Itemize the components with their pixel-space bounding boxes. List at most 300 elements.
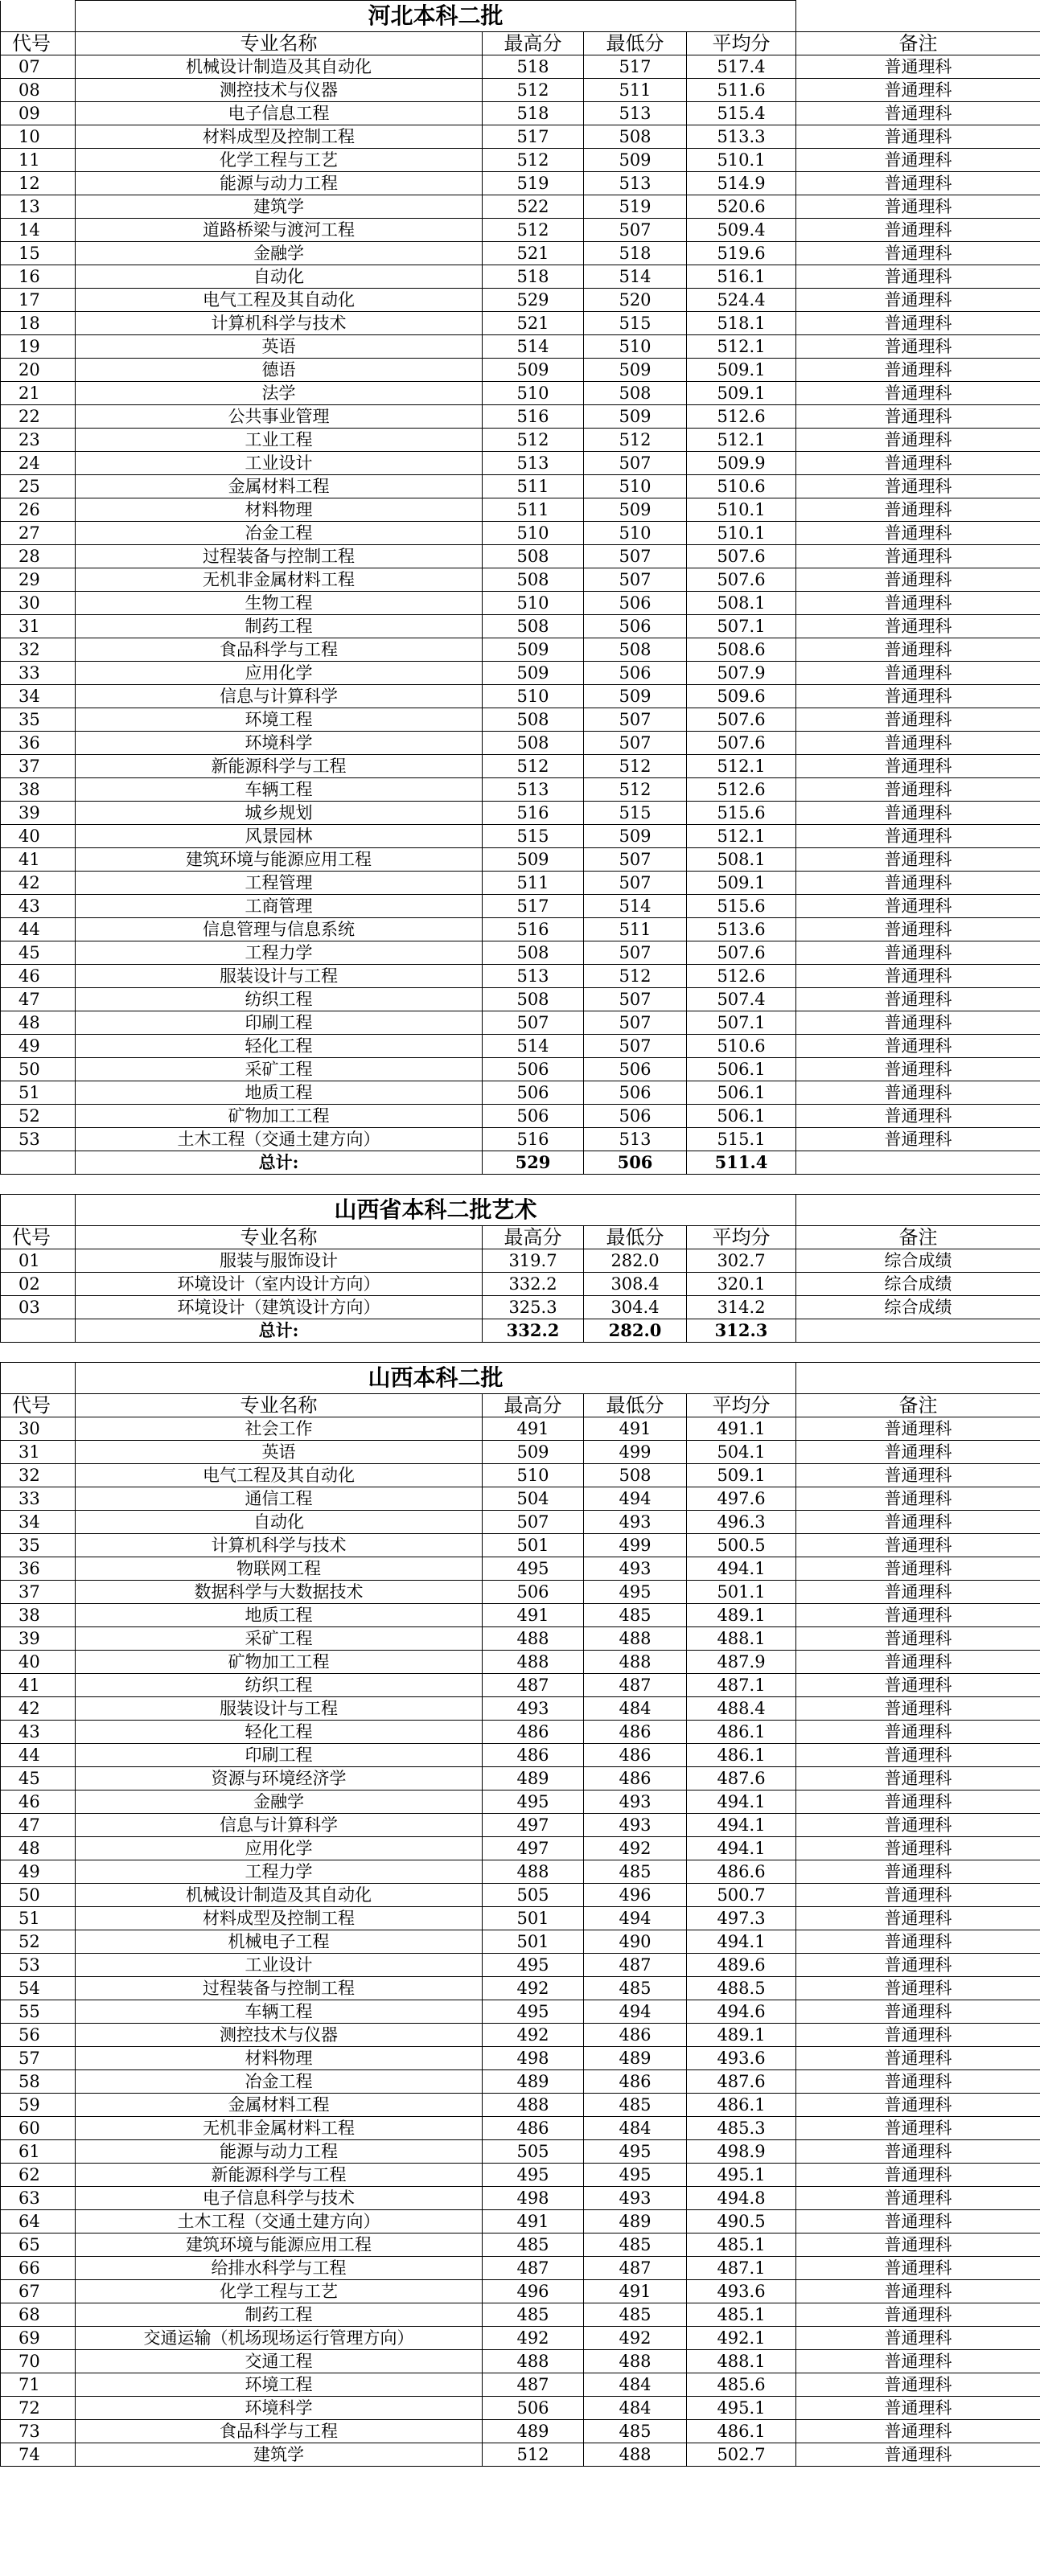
cell-min: 506 [584, 1081, 687, 1105]
table-row [1, 1128, 1040, 1151]
table-row [1, 1058, 1040, 1081]
cell-code: 57 [1, 2047, 76, 2070]
cell-code: 20 [1, 359, 76, 382]
cell-avg: 512.6 [687, 965, 796, 988]
cell-code: 26 [1, 498, 76, 522]
cell-min: 506 [584, 662, 687, 685]
cell-note: 普通理科 [796, 638, 1040, 662]
cell-min: 282.0 [584, 1249, 687, 1273]
cell-max: 509 [483, 359, 584, 382]
total-blank-cell [1, 1319, 76, 1343]
cell-min: 484 [584, 2397, 687, 2420]
cell-min: 515 [584, 312, 687, 335]
cell-code: 56 [1, 2024, 76, 2047]
cell-avg: 518.1 [687, 312, 796, 335]
cell-avg: 488.5 [687, 1977, 796, 2000]
cell-note: 综合成绩 [796, 1249, 1040, 1273]
cell-note: 普通理科 [796, 1627, 1040, 1651]
cell-max: 508 [483, 708, 584, 732]
cell-major: 交通运输（机场现场运行管理方向） [76, 2327, 483, 2350]
cell-avg: 513.6 [687, 918, 796, 941]
cell-max: 513 [483, 778, 584, 802]
cell-note: 普通理科 [796, 1697, 1040, 1721]
cell-note: 普通理科 [796, 615, 1040, 638]
cell-max: 510 [483, 685, 584, 708]
table-row [1, 2210, 1040, 2233]
cell-avg: 506.1 [687, 1058, 796, 1081]
cell-max: 492 [483, 2024, 584, 2047]
cell-code: 52 [1, 1930, 76, 1954]
cell-code: 18 [1, 312, 76, 335]
cell-avg: 487.9 [687, 1651, 796, 1674]
col-header-code: 代号 [1, 32, 76, 55]
cell-note: 普通理科 [796, 522, 1040, 545]
cell-min: 485 [584, 2303, 687, 2327]
table-row [1, 2233, 1040, 2257]
total-max: 529 [483, 1151, 584, 1175]
title-blank-cell [1, 1195, 76, 1226]
cell-major: 城乡规划 [76, 802, 483, 825]
cell-note: 普通理科 [796, 732, 1040, 755]
cell-max: 514 [483, 335, 584, 359]
cell-min: 510 [584, 522, 687, 545]
table-row [1, 941, 1040, 965]
col-header-min: 最低分 [584, 1394, 687, 1417]
table-row [1, 1487, 1040, 1511]
cell-max: 522 [483, 195, 584, 219]
cell-avg: 494.1 [687, 1557, 796, 1581]
cell-max: 519 [483, 172, 584, 195]
cell-avg: 517.4 [687, 55, 796, 79]
table-row [1, 382, 1040, 405]
table-row [1, 662, 1040, 685]
cell-avg: 498.9 [687, 2140, 796, 2164]
cell-major: 制药工程 [76, 615, 483, 638]
table-row [1, 825, 1040, 848]
cell-code: 09 [1, 102, 76, 125]
cell-major: 机械设计制造及其自动化 [76, 55, 483, 79]
table-row [1, 2303, 1040, 2327]
total-label: 总计: [76, 1319, 483, 1343]
col-header-note: 备注 [796, 1226, 1040, 1249]
cell-code: 23 [1, 429, 76, 452]
cell-major: 自动化 [76, 265, 483, 289]
cell-avg: 509.6 [687, 685, 796, 708]
table-row [1, 2420, 1040, 2443]
cell-min: 486 [584, 1767, 687, 1790]
total-row [1, 1319, 1040, 1343]
cell-major: 冶金工程 [76, 2070, 483, 2094]
cell-min: 493 [584, 1511, 687, 1534]
cell-max: 325.3 [483, 1296, 584, 1319]
cell-min: 493 [584, 2187, 687, 2210]
cell-code: 30 [1, 592, 76, 615]
cell-note: 普通理科 [796, 872, 1040, 895]
cell-code: 37 [1, 1581, 76, 1604]
cell-avg: 494.1 [687, 1814, 796, 1837]
cell-avg: 510.6 [687, 1035, 796, 1058]
cell-min: 507 [584, 545, 687, 568]
total-min: 506 [584, 1151, 687, 1175]
table-row [1, 219, 1040, 242]
cell-major: 工程管理 [76, 872, 483, 895]
cell-major: 环境科学 [76, 2397, 483, 2420]
cell-major: 法学 [76, 382, 483, 405]
cell-avg: 487.1 [687, 2257, 796, 2280]
cell-max: 486 [483, 1721, 584, 1744]
cell-min: 494 [584, 1487, 687, 1511]
cell-code: 50 [1, 1058, 76, 1081]
cell-code: 67 [1, 2280, 76, 2303]
cell-max: 515 [483, 825, 584, 848]
cell-code: 48 [1, 1011, 76, 1035]
col-header-major: 专业名称 [76, 1226, 483, 1249]
cell-note: 普通理科 [796, 265, 1040, 289]
cell-code: 53 [1, 1954, 76, 1977]
cell-avg: 512.6 [687, 405, 796, 429]
cell-major: 自动化 [76, 1511, 483, 1534]
cell-min: 507 [584, 1035, 687, 1058]
cell-avg: 520.6 [687, 195, 796, 219]
cell-major: 化学工程与工艺 [76, 149, 483, 172]
cell-major: 印刷工程 [76, 1744, 483, 1767]
cell-major: 车辆工程 [76, 778, 483, 802]
cell-min: 486 [584, 2024, 687, 2047]
cell-major: 金属材料工程 [76, 475, 483, 498]
cell-avg: 495.1 [687, 2164, 796, 2187]
cell-max: 509 [483, 1441, 584, 1464]
table-row [1, 125, 1040, 149]
cell-min: 510 [584, 335, 687, 359]
cell-max: 491 [483, 1417, 584, 1441]
cell-note: 综合成绩 [796, 1273, 1040, 1296]
cell-min: 509 [584, 685, 687, 708]
table-row [1, 55, 1040, 79]
header-row [1, 1226, 1040, 1249]
cell-note: 普通理科 [796, 312, 1040, 335]
cell-avg: 502.7 [687, 2443, 796, 2467]
cell-min: 509 [584, 359, 687, 382]
cell-code: 42 [1, 1697, 76, 1721]
cell-code: 51 [1, 1907, 76, 1930]
cell-code: 38 [1, 1604, 76, 1627]
cell-major: 生物工程 [76, 592, 483, 615]
cell-avg: 494.6 [687, 2000, 796, 2024]
cell-max: 510 [483, 522, 584, 545]
total-min: 282.0 [584, 1319, 687, 1343]
cell-min: 495 [584, 2164, 687, 2187]
table-row [1, 1884, 1040, 1907]
cell-avg: 509.1 [687, 872, 796, 895]
cell-code: 39 [1, 802, 76, 825]
cell-major: 测控技术与仪器 [76, 79, 483, 102]
cell-avg: 314.2 [687, 1296, 796, 1319]
cell-max: 489 [483, 2420, 584, 2443]
cell-max: 516 [483, 1128, 584, 1151]
table-row [1, 2187, 1040, 2210]
cell-max: 492 [483, 2327, 584, 2350]
cell-code: 49 [1, 1035, 76, 1058]
cell-min: 496 [584, 1884, 687, 1907]
table-row [1, 1441, 1040, 1464]
cell-max: 501 [483, 1907, 584, 1930]
table-row [1, 149, 1040, 172]
cell-code: 33 [1, 1487, 76, 1511]
cell-max: 517 [483, 125, 584, 149]
cell-note: 普通理科 [796, 1721, 1040, 1744]
cell-major: 材料成型及控制工程 [76, 125, 483, 149]
cell-avg: 506.1 [687, 1081, 796, 1105]
cell-min: 488 [584, 2443, 687, 2467]
cell-note: 普通理科 [796, 895, 1040, 918]
cell-major: 机械设计制造及其自动化 [76, 1884, 483, 1907]
cell-max: 489 [483, 2070, 584, 2094]
cell-note: 普通理科 [796, 1557, 1040, 1581]
cell-avg: 486.1 [687, 2420, 796, 2443]
cell-max: 487 [483, 2373, 584, 2397]
cell-note: 普通理科 [796, 2047, 1040, 2070]
cell-major: 轻化工程 [76, 1721, 483, 1744]
cell-max: 510 [483, 382, 584, 405]
cell-max: 511 [483, 498, 584, 522]
col-header-max: 最高分 [483, 1226, 584, 1249]
cell-note: 普通理科 [796, 1511, 1040, 1534]
cell-min: 510 [584, 475, 687, 498]
cell-max: 521 [483, 312, 584, 335]
cell-major: 土木工程（交通土建方向） [76, 1128, 483, 1151]
table-row [1, 895, 1040, 918]
table-row [1, 242, 1040, 265]
cell-max: 496 [483, 2280, 584, 2303]
cell-min: 512 [584, 965, 687, 988]
cell-min: 491 [584, 1417, 687, 1441]
cell-avg: 487.6 [687, 2070, 796, 2094]
cell-max: 508 [483, 988, 584, 1011]
cell-note: 普通理科 [796, 965, 1040, 988]
cell-note: 普通理科 [796, 102, 1040, 125]
table-row [1, 1814, 1040, 1837]
cell-avg: 508.1 [687, 848, 796, 872]
cell-major: 食品科学与工程 [76, 638, 483, 662]
cell-min: 488 [584, 1627, 687, 1651]
cell-code: 49 [1, 1860, 76, 1884]
cell-min: 520 [584, 289, 687, 312]
cell-note: 普通理科 [796, 2420, 1040, 2443]
cell-major: 金融学 [76, 1790, 483, 1814]
cell-major: 建筑环境与能源应用工程 [76, 2233, 483, 2257]
cell-max: 488 [483, 1651, 584, 1674]
cell-avg: 508.6 [687, 638, 796, 662]
cell-max: 506 [483, 1058, 584, 1081]
cell-note: 普通理科 [796, 1417, 1040, 1441]
cell-major: 建筑学 [76, 2443, 483, 2467]
title-blank-cell [1, 1363, 76, 1394]
col-header-min: 最低分 [584, 1226, 687, 1249]
cell-major: 工程力学 [76, 941, 483, 965]
cell-major: 轻化工程 [76, 1035, 483, 1058]
cell-note: 普通理科 [796, 1604, 1040, 1627]
cell-major: 应用化学 [76, 1837, 483, 1860]
table-row [1, 2094, 1040, 2117]
cell-max: 488 [483, 1627, 584, 1651]
cell-note: 普通理科 [796, 1081, 1040, 1105]
cell-note: 普通理科 [796, 2303, 1040, 2327]
cell-note: 普通理科 [796, 1534, 1040, 1557]
cell-max: 506 [483, 1105, 584, 1128]
table-row [1, 2280, 1040, 2303]
cell-avg: 488.1 [687, 2350, 796, 2373]
cell-code: 32 [1, 1464, 76, 1487]
table-row [1, 2000, 1040, 2024]
section-gap [1, 1343, 1040, 1363]
cell-major: 通信工程 [76, 1487, 483, 1511]
cell-code: 10 [1, 125, 76, 149]
cell-major: 工商管理 [76, 895, 483, 918]
cell-code: 08 [1, 79, 76, 102]
cell-code: 03 [1, 1296, 76, 1319]
cell-min: 507 [584, 872, 687, 895]
cell-code: 44 [1, 1744, 76, 1767]
cell-max: 508 [483, 545, 584, 568]
table-row [1, 848, 1040, 872]
cell-code: 62 [1, 2164, 76, 2187]
cell-code: 39 [1, 1627, 76, 1651]
cell-min: 517 [584, 55, 687, 79]
cell-note: 普通理科 [796, 335, 1040, 359]
cell-code: 51 [1, 1081, 76, 1105]
cell-note: 普通理科 [796, 848, 1040, 872]
col-header-avg: 平均分 [687, 1394, 796, 1417]
cell-code: 21 [1, 382, 76, 405]
table-row [1, 1837, 1040, 1860]
cell-note: 普通理科 [796, 2140, 1040, 2164]
cell-code: 01 [1, 1249, 76, 1273]
cell-min: 514 [584, 265, 687, 289]
cell-avg: 507.1 [687, 1011, 796, 1035]
table-row [1, 1674, 1040, 1697]
total-avg: 511.4 [687, 1151, 796, 1175]
cell-note: 普通理科 [796, 149, 1040, 172]
table-row [1, 312, 1040, 335]
cell-max: 319.7 [483, 1249, 584, 1273]
cell-major: 矿物加工工程 [76, 1651, 483, 1674]
cell-note: 普通理科 [796, 1814, 1040, 1837]
cell-note: 普通理科 [796, 2373, 1040, 2397]
cell-major: 环境工程 [76, 2373, 483, 2397]
cell-max: 508 [483, 732, 584, 755]
cell-note: 综合成绩 [796, 1296, 1040, 1319]
cell-avg: 496.3 [687, 1511, 796, 1534]
cell-note: 普通理科 [796, 1464, 1040, 1487]
cell-major: 过程装备与控制工程 [76, 545, 483, 568]
cell-code: 59 [1, 2094, 76, 2117]
cell-note: 普通理科 [796, 429, 1040, 452]
cell-note: 普通理科 [796, 55, 1040, 79]
cell-max: 513 [483, 452, 584, 475]
cell-min: 509 [584, 149, 687, 172]
col-header-note: 备注 [796, 1394, 1040, 1417]
cell-min: 304.4 [584, 1296, 687, 1319]
cell-max: 495 [483, 2000, 584, 2024]
header-row [1, 32, 1040, 55]
cell-major: 建筑学 [76, 195, 483, 219]
cell-major: 信息与计算科学 [76, 685, 483, 708]
table-row [1, 592, 1040, 615]
cell-code: 40 [1, 825, 76, 848]
table-row [1, 1296, 1040, 1319]
cell-max: 510 [483, 592, 584, 615]
cell-code: 74 [1, 2443, 76, 2467]
cell-max: 493 [483, 1697, 584, 1721]
col-header-note: 备注 [796, 32, 1040, 55]
cell-max: 495 [483, 1954, 584, 1977]
table-row [1, 102, 1040, 125]
cell-min: 491 [584, 2280, 687, 2303]
table-row [1, 1511, 1040, 1534]
cell-major: 服装设计与工程 [76, 965, 483, 988]
cell-avg: 511.6 [687, 79, 796, 102]
cell-note: 普通理科 [796, 2117, 1040, 2140]
cell-avg: 519.6 [687, 242, 796, 265]
cell-max: 495 [483, 1557, 584, 1581]
cell-min: 508 [584, 1464, 687, 1487]
cell-code: 32 [1, 638, 76, 662]
cell-note: 普通理科 [796, 289, 1040, 312]
cell-min: 492 [584, 1837, 687, 1860]
cell-max: 529 [483, 289, 584, 312]
title-blank-cell [796, 1, 1040, 32]
table-row [1, 1273, 1040, 1296]
cell-note: 普通理科 [796, 1884, 1040, 1907]
cell-code: 47 [1, 1814, 76, 1837]
cell-min: 519 [584, 195, 687, 219]
cell-avg: 510.1 [687, 498, 796, 522]
cell-code: 69 [1, 2327, 76, 2350]
table-row [1, 1627, 1040, 1651]
cell-note: 普通理科 [796, 2000, 1040, 2024]
cell-code: 31 [1, 1441, 76, 1464]
cell-note: 普通理科 [796, 2280, 1040, 2303]
cell-note: 普通理科 [796, 662, 1040, 685]
col-header-major: 专业名称 [76, 1394, 483, 1417]
table-row [1, 685, 1040, 708]
cell-major: 英语 [76, 335, 483, 359]
table-row [1, 1534, 1040, 1557]
table-row [1, 265, 1040, 289]
cell-major: 能源与动力工程 [76, 2140, 483, 2164]
table-row [1, 1744, 1040, 1767]
cell-max: 516 [483, 802, 584, 825]
cell-code: 46 [1, 965, 76, 988]
title-blank-cell [1, 1, 76, 32]
cell-max: 486 [483, 2117, 584, 2140]
cell-min: 511 [584, 79, 687, 102]
cell-major: 环境设计（室内设计方向） [76, 1273, 483, 1296]
cell-code: 68 [1, 2303, 76, 2327]
cell-min: 485 [584, 2233, 687, 2257]
cell-note: 普通理科 [796, 172, 1040, 195]
cell-min: 511 [584, 918, 687, 941]
cell-major: 数据科学与大数据技术 [76, 1581, 483, 1604]
cell-note: 普通理科 [796, 941, 1040, 965]
table-row [1, 1930, 1040, 1954]
cell-major: 电气工程及其自动化 [76, 1464, 483, 1487]
cell-code: 07 [1, 55, 76, 79]
cell-major: 材料成型及控制工程 [76, 1907, 483, 1930]
cell-max: 518 [483, 102, 584, 125]
cell-note: 普通理科 [796, 195, 1040, 219]
cell-max: 516 [483, 405, 584, 429]
